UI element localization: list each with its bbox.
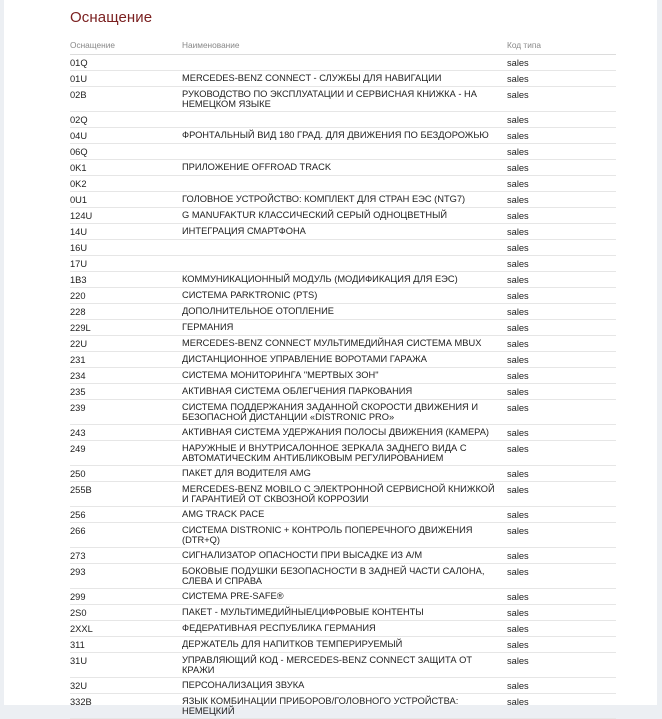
cell-code: 17U: [70, 256, 182, 272]
cell-code: 250: [70, 466, 182, 482]
table-row: [70, 352, 616, 368]
table-row: [70, 368, 616, 384]
cell-name: AMG TRACK PACE: [182, 507, 507, 523]
cell-code: 332B: [70, 694, 182, 719]
table-row: [70, 112, 616, 128]
cell-type: sales: [507, 523, 616, 548]
table-row: [70, 466, 616, 482]
table-row: [70, 288, 616, 304]
table-row: [70, 523, 616, 548]
cell-name: СИСТЕМА ПОДДЕРЖАНИЯ ЗАДАННОЙ СКОРОСТИ ДВИЖЕНИЯ И БЕЗОПАСНОЙ ДИСТАНЦИИ «DISTRONIC PRO»: [182, 400, 507, 425]
cell-name: MERCEDES-BENZ MOBILO С ЭЛЕКТРОННОЙ СЕРВИСНОЙ КНИЖКОЙ И ГАРАНТИЕЙ ОТ СКВОЗНОЙ КОРРОЗИИ: [182, 482, 507, 507]
cell-code: 228: [70, 304, 182, 320]
cell-type: sales: [507, 336, 616, 352]
cell-type: sales: [507, 548, 616, 564]
cell-name: УПРАВЛЯЮЩИЙ КОД - MERCEDES-BENZ CONNECT ЗАЩИТА ОТ КРАЖИ: [182, 653, 507, 678]
cell-name: СИСТЕМА МОНИТОРИНГА "МЕРТВЫХ ЗОН": [182, 368, 507, 384]
table-row: [70, 256, 616, 272]
table-row: [70, 621, 616, 637]
cell-name: [182, 256, 507, 272]
cell-code: 31U: [70, 653, 182, 678]
cell-type: sales: [507, 400, 616, 425]
cell-code: 255B: [70, 482, 182, 507]
cell-code: 01U: [70, 71, 182, 87]
cell-code: 0U1: [70, 192, 182, 208]
cell-code: 01Q: [70, 55, 182, 71]
cell-type: sales: [507, 272, 616, 288]
cell-code: 266: [70, 523, 182, 548]
cell-code: 256: [70, 507, 182, 523]
table-row: [70, 224, 616, 240]
cell-code: 239: [70, 400, 182, 425]
cell-code: 243: [70, 425, 182, 441]
cell-type: sales: [507, 55, 616, 71]
table-row: [70, 336, 616, 352]
table-row: [70, 548, 616, 564]
table-row: [70, 425, 616, 441]
cell-code: 16U: [70, 240, 182, 256]
table-row: [70, 400, 616, 425]
table-row: [70, 320, 616, 336]
cell-name: ДИСТАНЦИОННОЕ УПРАВЛЕНИЕ ВОРОТАМИ ГАРАЖА: [182, 352, 507, 368]
cell-name: ПРИЛОЖЕНИЕ OFFROAD TRACK: [182, 160, 507, 176]
cell-name: ЯЗЫК КОМБИНАЦИИ ПРИБОРОВ/ГОЛОВНОГО УСТРОЙСТВА: НЕМЕЦКИЙ: [182, 694, 507, 719]
table-row: [70, 71, 616, 87]
table-row: [70, 653, 616, 678]
cell-name: ГЕРМАНИЯ: [182, 320, 507, 336]
cell-type: sales: [507, 192, 616, 208]
cell-type: sales: [507, 256, 616, 272]
cell-name: ДЕРЖАТЕЛЬ ДЛЯ НАПИТКОВ ТЕМПЕРИРУЕМЫЙ: [182, 637, 507, 653]
cell-type: sales: [507, 482, 616, 507]
cell-type: sales: [507, 112, 616, 128]
cell-type: sales: [507, 288, 616, 304]
cell-code: 220: [70, 288, 182, 304]
table-row: [70, 55, 616, 71]
equipment-page: [4, 0, 657, 716]
table-row: [70, 128, 616, 144]
cell-code: 0K1: [70, 160, 182, 176]
cell-name: [182, 144, 507, 160]
cell-name: G MANUFAKTUR КЛАССИЧЕСКИЙ СЕРЫЙ ОДНОЦВЕТНЫЙ: [182, 208, 507, 224]
cell-name: РУКОВОДСТВО ПО ЭКСПЛУАТАЦИИ И СЕРВИСНАЯ КНИЖКА - НА НЕМЕЦКОМ ЯЗЫКЕ: [182, 87, 507, 112]
table-header-row: [70, 38, 616, 55]
cell-type: sales: [507, 678, 616, 694]
cell-name: ИНТЕГРАЦИЯ СМАРТФОНА: [182, 224, 507, 240]
cell-type: sales: [507, 441, 616, 466]
cell-name: MERCEDES-BENZ CONNECT - СЛУЖБЫ ДЛЯ НАВИГАЦИИ: [182, 71, 507, 87]
cell-name: [182, 176, 507, 192]
cell-code: 229L: [70, 320, 182, 336]
cell-type: sales: [507, 176, 616, 192]
table-row: [70, 507, 616, 523]
cell-code: 124U: [70, 208, 182, 224]
cell-name: ГОЛОВНОЕ УСТРОЙСТВО: КОМПЛЕКТ ДЛЯ СТРАН ЕЭС (NTG7): [182, 192, 507, 208]
cell-code: 1B3: [70, 272, 182, 288]
cell-type: sales: [507, 589, 616, 605]
table-row: [70, 272, 616, 288]
cell-name: АКТИВНАЯ СИСТЕМА ОБЛЕГЧЕНИЯ ПАРКОВАНИЯ: [182, 384, 507, 400]
cell-code: 04U: [70, 128, 182, 144]
cell-type: sales: [507, 368, 616, 384]
table-row: [70, 441, 616, 466]
cell-type: sales: [507, 224, 616, 240]
table-row: [70, 240, 616, 256]
cell-name: ПАКЕТ - МУЛЬТИМЕДИЙНЫЕ/ЦИФРОВЫЕ КОНТЕНТЫ: [182, 605, 507, 621]
table-row: [70, 160, 616, 176]
cell-name: [182, 240, 507, 256]
cell-code: 22U: [70, 336, 182, 352]
cell-name: [182, 55, 507, 71]
cell-type: sales: [507, 144, 616, 160]
cell-type: sales: [507, 621, 616, 637]
table-row: [70, 384, 616, 400]
cell-type: sales: [507, 507, 616, 523]
cell-name: БОКОВЫЕ ПОДУШКИ БЕЗОПАСНОСТИ В ЗАДНЕЙ ЧАСТИ САЛОНА, СЛЕВА И СПРАВА: [182, 564, 507, 589]
cell-name: ПАКЕТ ДЛЯ ВОДИТЕЛЯ AMG: [182, 466, 507, 482]
cell-name: MERCEDES-BENZ CONNECT МУЛЬТИМЕДИЙНАЯ СИСТЕМА MBUX: [182, 336, 507, 352]
cell-type: sales: [507, 466, 616, 482]
cell-type: sales: [507, 384, 616, 400]
cell-name: НАРУЖНЫЕ И ВНУТРИСАЛОННОЕ ЗЕРКАЛА ЗАДНЕГО ВИДА С АВТОМАТИЧЕСКИМ АНТИБЛИКОВЫМ РЕГУЛИРОВАНИЕМ: [182, 441, 507, 466]
cell-code: 249: [70, 441, 182, 466]
table-row: [70, 564, 616, 589]
cell-type: sales: [507, 694, 616, 719]
cell-type: sales: [507, 208, 616, 224]
table-row: [70, 694, 616, 719]
page-title: Оснащение: [70, 9, 153, 26]
cell-code: 273: [70, 548, 182, 564]
table-row: [70, 637, 616, 653]
cell-code: 14U: [70, 224, 182, 240]
cell-type: sales: [507, 240, 616, 256]
table-row: [70, 192, 616, 208]
cell-type: sales: [507, 605, 616, 621]
cell-code: 2XXL: [70, 621, 182, 637]
cell-code: 0K2: [70, 176, 182, 192]
cell-code: 235: [70, 384, 182, 400]
cell-type: sales: [507, 71, 616, 87]
cell-type: sales: [507, 128, 616, 144]
cell-name: ДОПОЛНИТЕЛЬНОЕ ОТОПЛЕНИЕ: [182, 304, 507, 320]
table-row: [70, 589, 616, 605]
cell-name: ФЕДЕРАТИВНАЯ РЕСПУБЛИКА ГЕРМАНИЯ: [182, 621, 507, 637]
cell-type: sales: [507, 87, 616, 112]
table-row: [70, 678, 616, 694]
table-row: [70, 176, 616, 192]
cell-type: sales: [507, 320, 616, 336]
cell-name: АКТИВНАЯ СИСТЕМА УДЕРЖАНИЯ ПОЛОСЫ ДВИЖЕНИЯ (КАМЕРА): [182, 425, 507, 441]
cell-code: 02Q: [70, 112, 182, 128]
cell-type: sales: [507, 653, 616, 678]
cell-code: 234: [70, 368, 182, 384]
cell-code: 299: [70, 589, 182, 605]
cell-code: 311: [70, 637, 182, 653]
table-row: [70, 605, 616, 621]
table-row: [70, 304, 616, 320]
cell-type: sales: [507, 160, 616, 176]
cell-code: 32U: [70, 678, 182, 694]
cell-code: 231: [70, 352, 182, 368]
equipment-table: [70, 38, 616, 719]
cell-name: СИСТЕМА DISTRONIC + КОНТРОЛЬ ПОПЕРЕЧНОГО ДВИЖЕНИЯ (DTR+Q): [182, 523, 507, 548]
cell-name: ФРОНТАЛЬНЫЙ ВИД 180 ГРАД. ДЛЯ ДВИЖЕНИЯ ПО БЕЗДОРОЖЬЮ: [182, 128, 507, 144]
column-header-type: Код типа: [507, 38, 616, 55]
cell-name: ПЕРСОНАЛИЗАЦИЯ ЗВУКА: [182, 678, 507, 694]
cell-name: СИГНАЛИЗАТОР ОПАСНОСТИ ПРИ ВЫСАДКЕ ИЗ А/М: [182, 548, 507, 564]
cell-name: СИСТЕМА PARKTRONIC (PTS): [182, 288, 507, 304]
cell-code: 02B: [70, 87, 182, 112]
cell-name: [182, 112, 507, 128]
cell-type: sales: [507, 637, 616, 653]
cell-type: sales: [507, 352, 616, 368]
table-row: [70, 144, 616, 160]
column-header-code: Оснащение: [70, 38, 182, 55]
cell-type: sales: [507, 425, 616, 441]
table-row: [70, 87, 616, 112]
cell-type: sales: [507, 564, 616, 589]
cell-name: КОММУНИКАЦИОННЫЙ МОДУЛЬ (МОДИФИКАЦИЯ ДЛЯ ЕЭС): [182, 272, 507, 288]
table-row: [70, 208, 616, 224]
cell-code: 293: [70, 564, 182, 589]
cell-code: 06Q: [70, 144, 182, 160]
table-body: [70, 55, 616, 719]
column-header-name: Наименование: [182, 38, 507, 55]
cell-name: СИСТЕМА PRE-SAFE®: [182, 589, 507, 605]
cell-type: sales: [507, 304, 616, 320]
cell-code: 2S0: [70, 605, 182, 621]
table-row: [70, 482, 616, 507]
